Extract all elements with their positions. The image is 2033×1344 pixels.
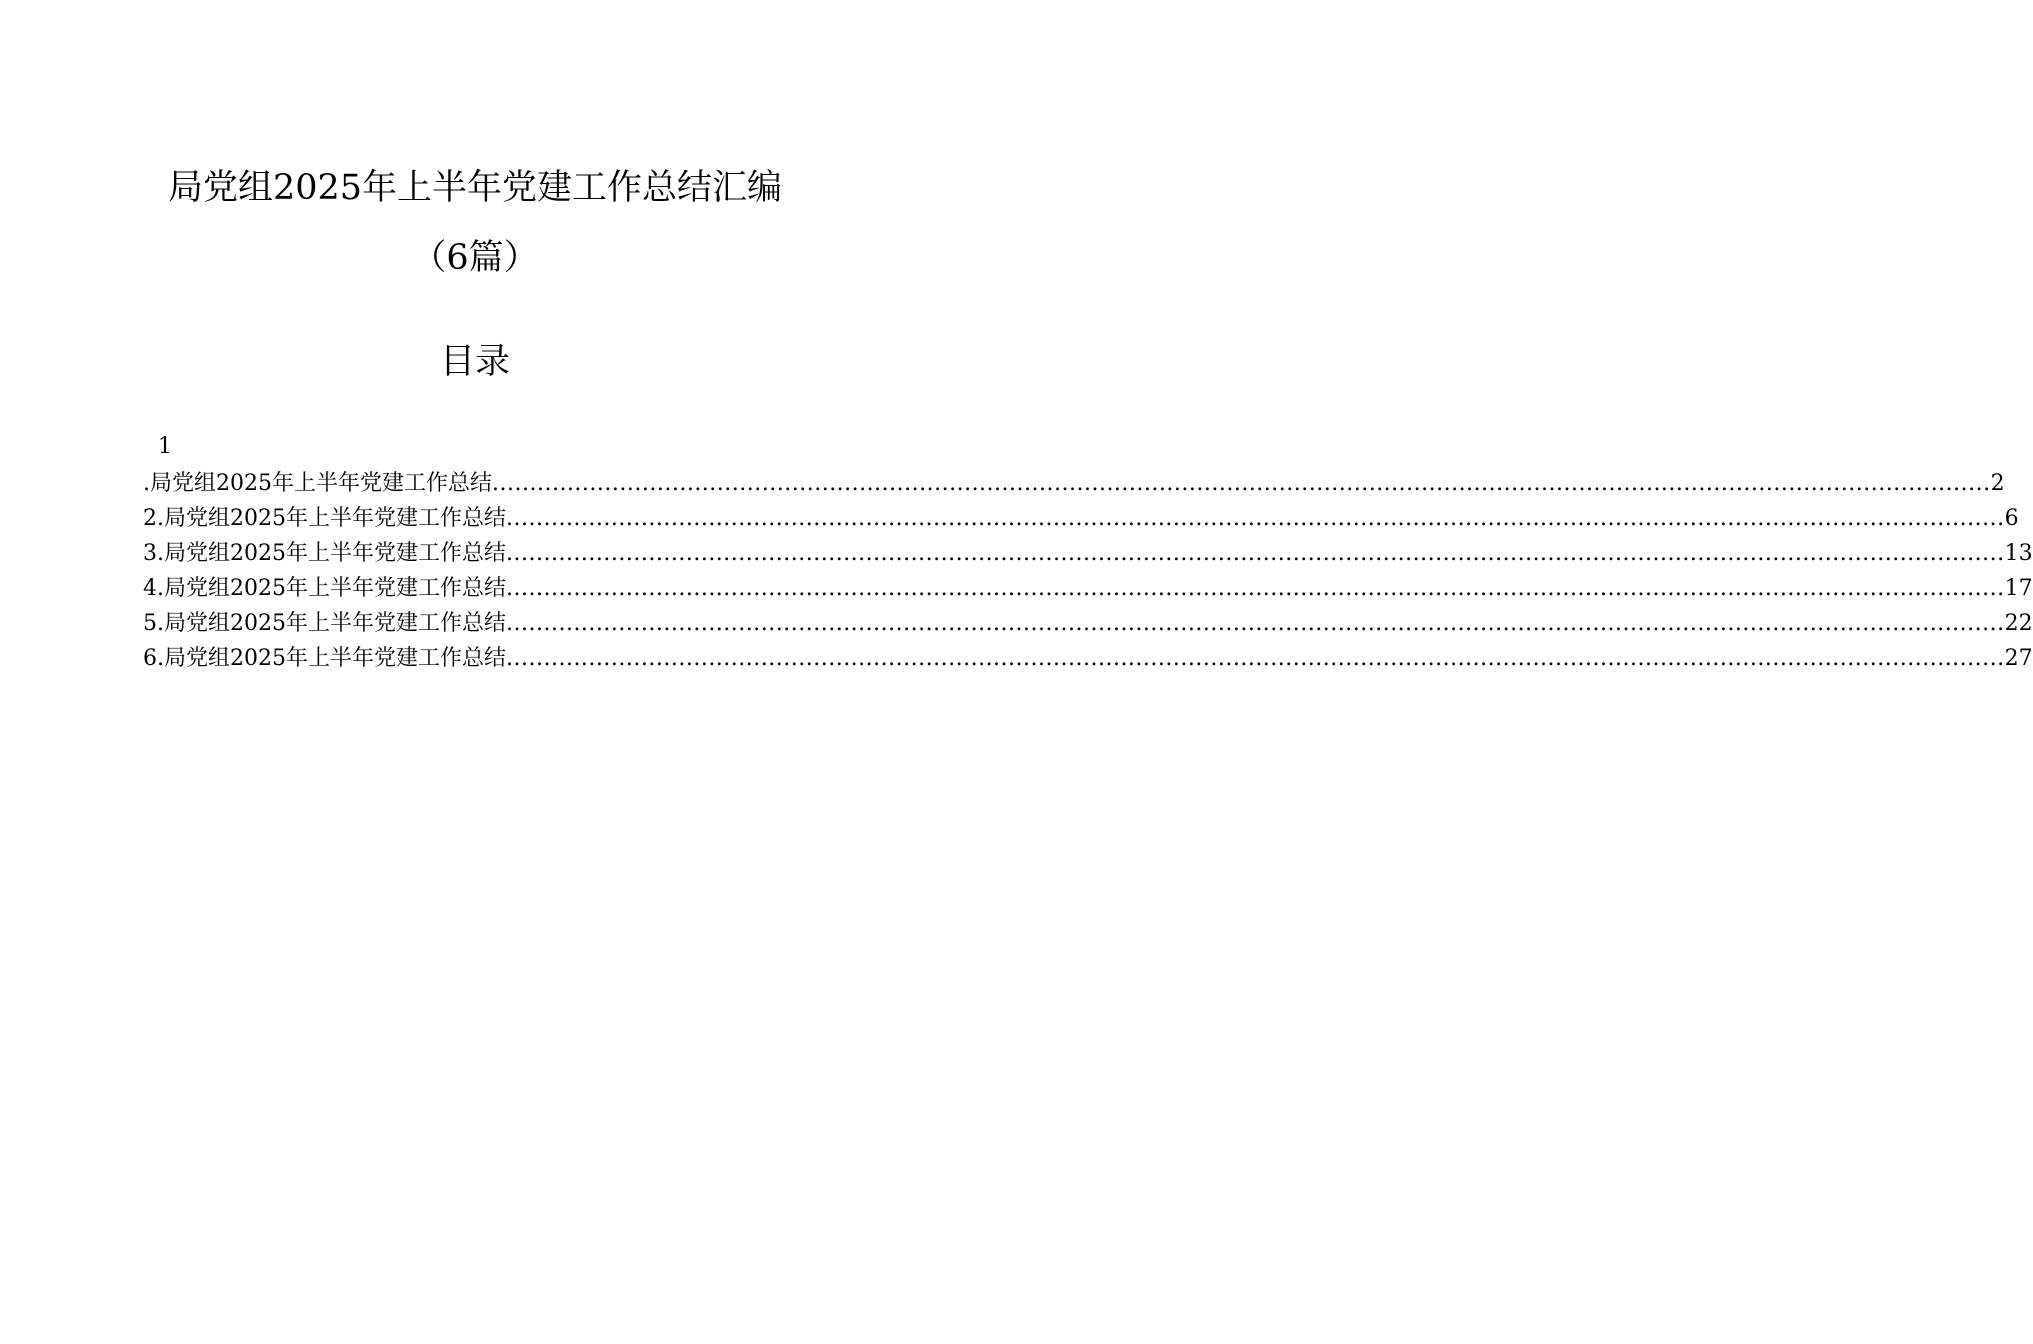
- toc-entry-page: 2: [1990, 471, 2005, 496]
- toc-entry-number: 6.: [143, 646, 164, 671]
- toc-entry-number: 3.: [143, 541, 164, 566]
- toc-entry[interactable]: [143, 536, 2033, 571]
- toc-entry-title: 局党组2025年上半年党建工作总结: [164, 611, 506, 636]
- table-of-contents: [143, 466, 2033, 676]
- toc-leader-dots: ........................................................................................................................................................................................................: [506, 646, 2005, 671]
- toc-entry-number: .: [143, 471, 150, 496]
- toc-entry-title: 局党组2025年上半年党建工作总结: [164, 646, 506, 671]
- toc-entry-title: 局党组2025年上半年党建工作总结: [164, 506, 506, 531]
- toc-leader-dots: ........................................................................................................................................................................................................: [506, 611, 2005, 636]
- toc-entry[interactable]: [143, 466, 2005, 501]
- toc-entry-number: 4.: [143, 576, 164, 601]
- toc-leader-dots: ........................................................................................................................................................................................................: [506, 506, 2005, 531]
- toc-entry-number: 5.: [143, 611, 164, 636]
- toc-entry[interactable]: [143, 641, 2033, 676]
- toc-heading: 目录: [439, 342, 510, 382]
- toc-entry-page: 13: [2004, 541, 2033, 566]
- toc-entry-number: 2.: [143, 506, 164, 531]
- toc-entry-title: 局党组2025年上半年党建工作总结: [164, 541, 506, 566]
- toc-entry[interactable]: [143, 501, 2019, 536]
- document-title: 局党组2025年上半年党建工作总结汇编: [167, 168, 783, 208]
- toc-leader-dots: ........................................................................................................................................................................................................: [506, 541, 2005, 566]
- toc-entry[interactable]: [143, 571, 2033, 606]
- toc-leader-dots: ........................................................................................................................................................................................................: [492, 471, 1991, 496]
- toc-entry-page: 22: [2004, 611, 2033, 636]
- toc-leader-dots: ........................................................................................................................................................................................................: [506, 576, 2005, 601]
- document-subtitle: （6篇）: [411, 238, 539, 278]
- toc-entry-page: 27: [2004, 646, 2033, 671]
- toc-entry-page: 17: [2004, 576, 2033, 601]
- toc-entry-title: 局党组2025年上半年党建工作总结: [150, 471, 492, 496]
- toc-entry-title: 局党组2025年上半年党建工作总结: [164, 576, 506, 601]
- toc-entry[interactable]: [143, 606, 2033, 641]
- toc-orphan-number: 1: [158, 434, 172, 459]
- toc-entry-page: 6: [2004, 506, 2019, 531]
